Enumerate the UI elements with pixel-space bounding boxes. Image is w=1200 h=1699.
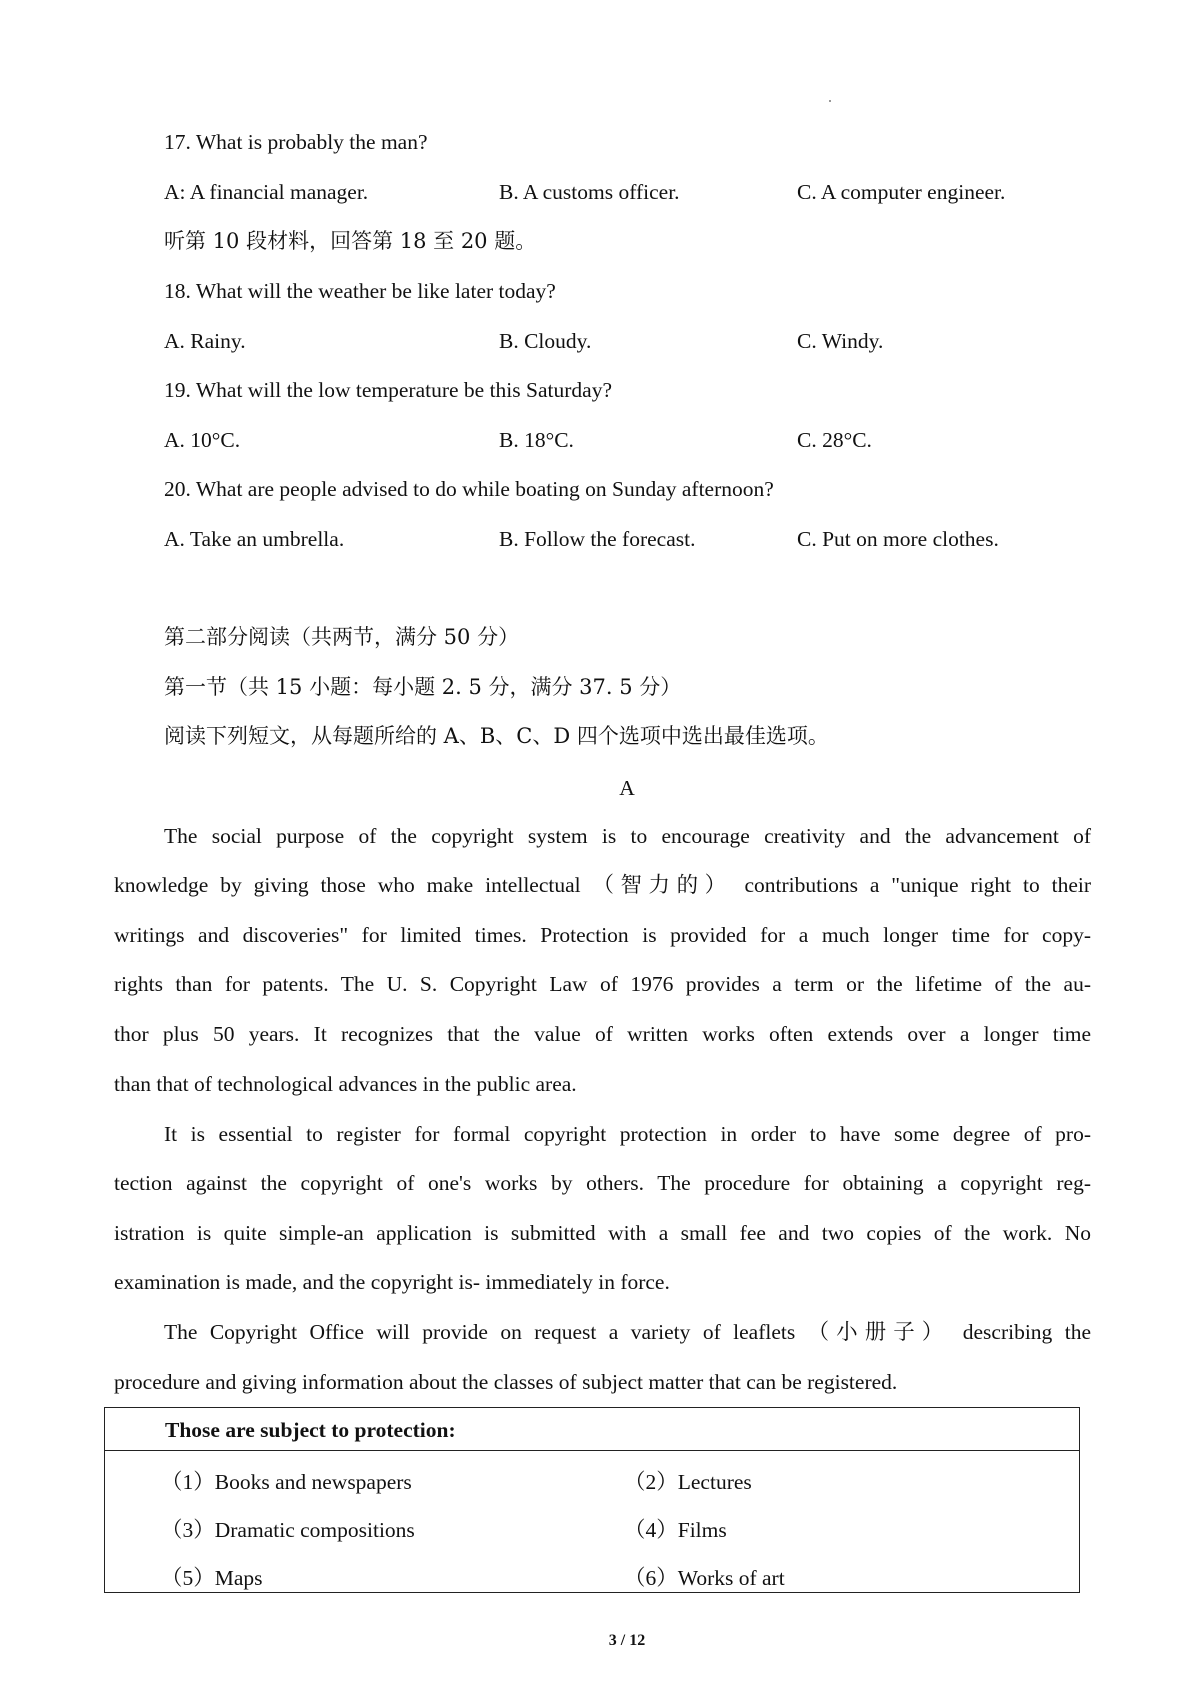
question-17: 17. What is probably the man? (164, 130, 428, 154)
option-19-a: A. 10°C. (164, 428, 241, 452)
para1-line: thor plus 50 years. It recognizes that the value of written works often extends over a longer time (114, 1022, 1091, 1046)
section-one-heading: 第一节（共 15 小题：每小题 2. 5 分，满分 37. 5 分） (164, 675, 682, 699)
scan-speck (829, 100, 831, 102)
option-18-c: C. Windy. (797, 329, 884, 353)
option-20-a: A. Take an umbrella. (164, 527, 345, 551)
table-item: （4）Films (624, 1518, 727, 1542)
protection-table (104, 1407, 1080, 1593)
table-header-text: Those are subject to protection: (165, 1418, 456, 1442)
table-item: （3）Dramatic compositions (161, 1518, 415, 1542)
para2-line: tection against the copyright of one's works by others. The procedure for obtaining a copyright reg- (114, 1171, 1091, 1195)
option-20-c: C. Put on more clothes. (797, 527, 999, 551)
table-item: （5）Maps (161, 1566, 263, 1590)
table-item: （2）Lectures (624, 1470, 752, 1494)
option-17-b: B. A customs officer. (499, 180, 680, 204)
para2-line: examination is made, and the copyright is- immediately in force. (114, 1270, 670, 1294)
part-two-heading: 第二部分阅读（共两节，满分 50 分） (164, 625, 520, 649)
option-18-b: B. Cloudy. (499, 329, 592, 353)
para2-line: It is essential to register for formal copyright protection in order to have some degree of pro- (164, 1122, 1091, 1146)
passage-label: A (619, 776, 635, 800)
table-item: （1）Books and newspapers (161, 1470, 412, 1494)
table-header (105, 1408, 1079, 1451)
para1-line: rights than for patents. The U. S. Copyright Law of 1976 provides a term or the lifetime of the au- (114, 972, 1091, 996)
para1-line: writings and discoveries" for limited times. Protection is provided for a much longer time for copy- (114, 923, 1091, 947)
para3-line: procedure and giving information about the classes of subject matter that can be registered. (114, 1370, 898, 1394)
para1-line: The social purpose of the copyright system is to encourage creativity and the advancement of (164, 824, 1091, 848)
option-17-a: A: A financial manager. (164, 180, 369, 204)
option-20-b: B. Follow the forecast. (499, 527, 696, 551)
reading-instruction: 阅读下列短文，从每题所给的 A、B、C、D 四个选项中选出最佳选项。 (164, 724, 829, 748)
para3-line: The Copyright Office will provide on request a variety of leaflets （小册子） describing the (164, 1320, 1091, 1344)
section-instruction-10: 听第 10 段材料，回答第 18 至 20 题。 (164, 229, 537, 253)
table-item: （6）Works of art (624, 1566, 785, 1590)
option-18-a: A. Rainy. (164, 329, 246, 353)
option-17-c: C. A computer engineer. (797, 180, 1006, 204)
question-19: 19. What will the low temperature be this Saturday? (164, 378, 612, 402)
option-19-c: C. 28°C. (797, 428, 872, 452)
para1-line: knowledge by giving those who make intellectual （智力的） contributions a "unique right to their (114, 873, 1091, 897)
option-19-b: B. 18°C. (499, 428, 574, 452)
para2-line: istration is quite simple-an application is submitted with a small fee and two copies of the work. No (114, 1221, 1091, 1245)
para1-line: than that of technological advances in the public area. (114, 1072, 577, 1096)
question-20: 20. What are people advised to do while boating on Sunday afternoon? (164, 477, 774, 501)
page-number: 3 / 12 (608, 1632, 646, 1649)
question-18: 18. What will the weather be like later today? (164, 279, 556, 303)
